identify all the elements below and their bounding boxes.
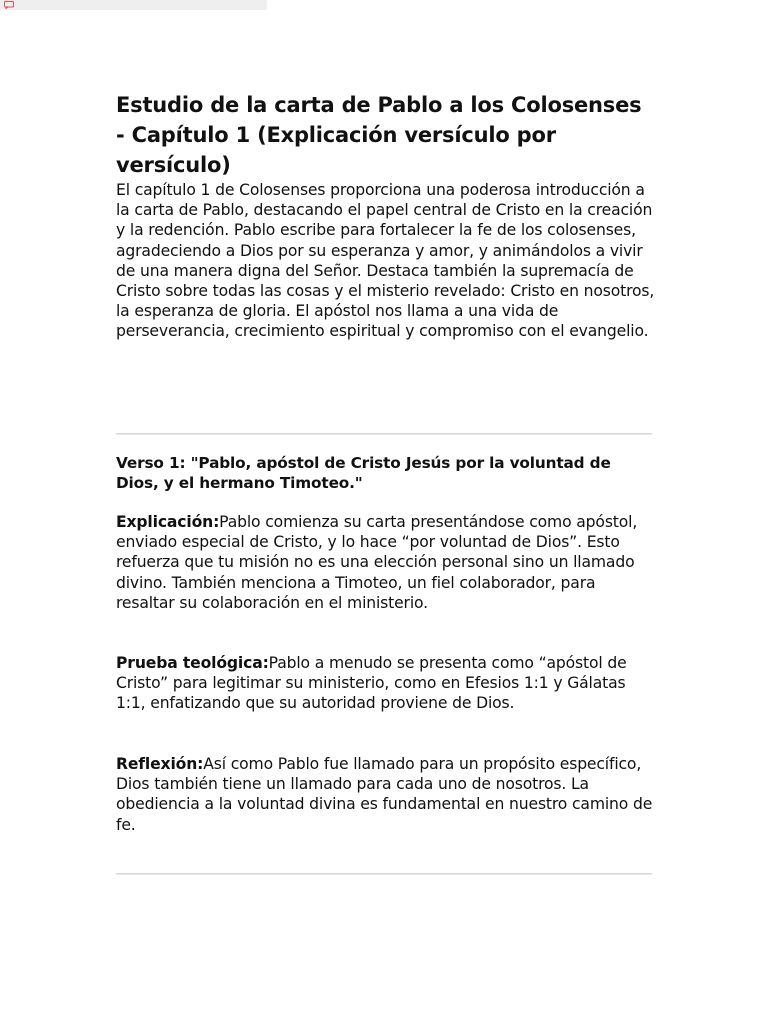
theological-proof-paragraph [116, 653, 656, 714]
explanation-text: Pablo comienza su carta presentándose como apóstol, enviado especial de Cristo, y lo hace “por voluntad de Dios”. Esto refuerza que tu misión no es una elección personal sino un llamado divino. También menciona a Timoteo, un fiel colaborador, para resaltar su colaboración en el ministerio. [116, 513, 638, 612]
section-divider [116, 433, 652, 434]
reflection-paragraph [116, 754, 656, 835]
document-title: Estudio de la carta de Pablo a los Colosenses - Capítulo 1 (Explicación versículo por versículo) [116, 93, 642, 177]
explanation-label: Explicación: [116, 513, 220, 531]
proof-text: Pablo a menudo se presenta como “apóstol de Cristo” para legitimar su ministerio, como en Efesios 1:1 y Gálatas 1:1, enfatizando que su autoridad proviene de Dios. [116, 654, 627, 713]
verse-heading: Verso 1: "Pablo, apóstol de Cristo Jesús por la voluntad de Dios, y el hermano Timoteo." [116, 454, 611, 493]
comment-icon[interactable] [4, 1, 14, 8]
section-divider-bottom [116, 873, 652, 874]
reflection-label: Reflexión: [116, 755, 204, 773]
proof-label: Prueba teológica: [116, 654, 269, 672]
document-content [116, 90, 656, 342]
reflection-text: Así como Pablo fue llamado para un propósito específico, Dios también tiene un llamado para cada uno de nosotros. La obediencia a la voluntad divina es fundamental en nuestro camino de fe. [116, 755, 653, 834]
top-toolbar-strip [0, 0, 267, 10]
intro-paragraph: El capítulo 1 de Colosenses proporciona una poderosa introducción a la carta de Pablo, destacando el papel central de Cristo en la creación y la redención. Pablo escribe para fortalecer la fe de los colosenses, agradeciendo a Dios por su esperanza y amor, y animándolos a vivir de una manera digna del Señor. Destaca también la supremacía de Cristo sobre todas las cosas y el misterio revelado: Cristo en nosotros, la esperanza de gloria. El apóstol nos llama a una vida de perseverancia, crecimiento espiritual y compromiso con el evangelio. [116, 181, 655, 341]
explanation-paragraph [116, 512, 656, 613]
